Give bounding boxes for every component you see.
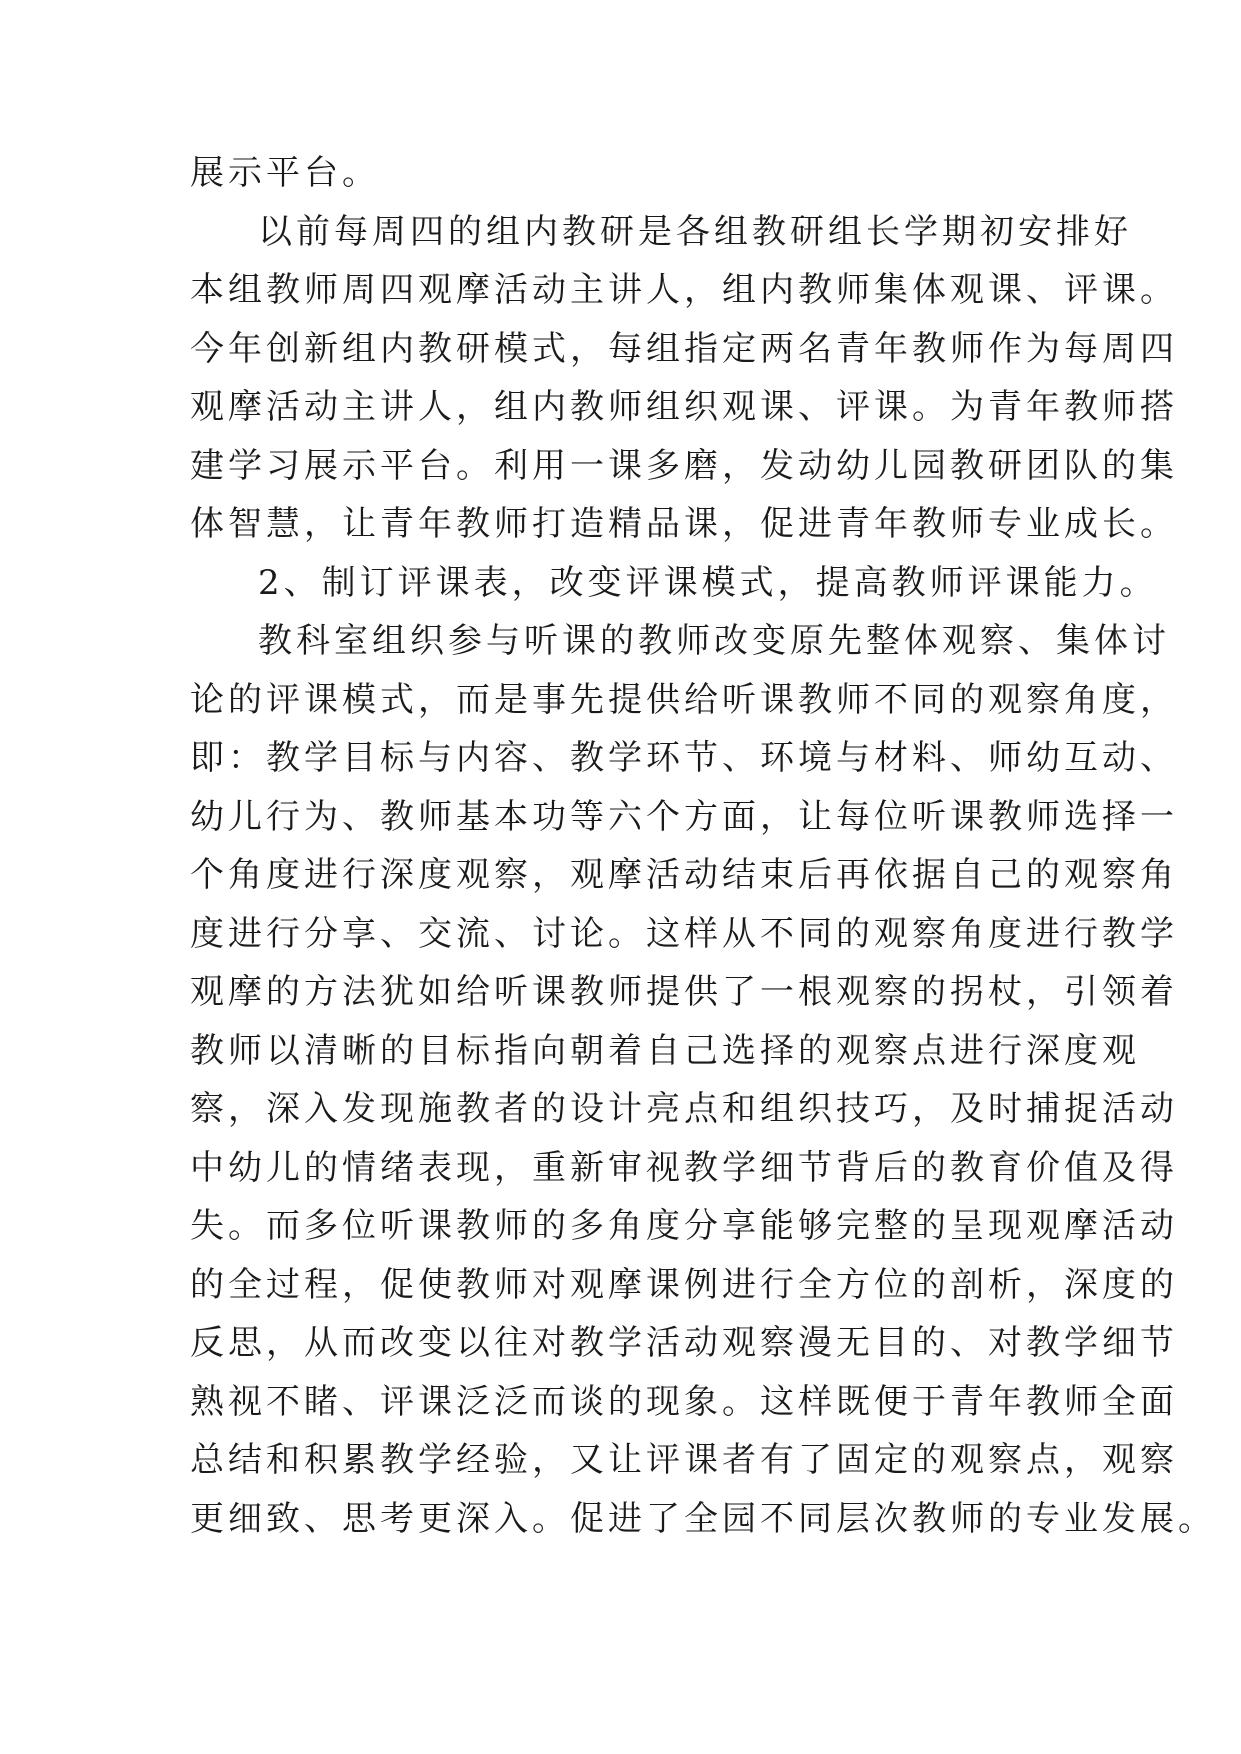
text-line: 即：教学目标与内容、教学环节、环境与材料、师幼互动、: [190, 738, 1178, 778]
text-line: 个角度进行深度观察，观摩活动结束后再依据自己的观察角: [190, 855, 1178, 895]
text-line: 熟视不睹、评课泛泛而谈的现象。这样既便于青年教师全面: [190, 1381, 1178, 1422]
text-line: 教师以清晰的目标指向朝着自己选择的观察点进行深度观: [190, 1030, 1140, 1071]
section-heading: 2、制订评课表，改变评课模式，提高教师评课能力。: [258, 562, 1158, 603]
text-line: 的全过程，促使教师对观摩课例进行全方位的剖析，深度的: [190, 1264, 1178, 1305]
text-line: 论的评课模式，而是事先提供给听课教师不同的观察角度，: [190, 679, 1178, 720]
text-line: 度进行分享、交流、讨论。这样从不同的观察角度进行教学: [190, 913, 1178, 954]
text-line: 本组教师周四观摩活动主讲人，组内教师集体观课、评课。: [190, 270, 1178, 310]
text-line: 建学习展示平台。利用一课多磨，发动幼儿园教研团队的集: [190, 445, 1178, 486]
text-line: 观摩活动主讲人，组内教师组织观课、评课。为青年教师搭: [190, 387, 1178, 427]
text-line: 体智慧，让青年教师打造精品课，促进青年教师专业成长。: [190, 504, 1178, 544]
text-line: 中幼儿的情绪表现，重新审视教学细节背后的教育价值及得: [190, 1147, 1178, 1188]
text-line: 反思，从而改变以往对教学活动观察漫无目的、对教学细节: [190, 1323, 1178, 1363]
text-line: 幼儿行为、教师基本功等六个方面，让每位听课教师选择一: [190, 796, 1178, 837]
text-line: 展示平台。: [190, 153, 380, 193]
text-line: 总结和积累教学经验，又让评课者有了固定的观察点，观察: [190, 1440, 1178, 1480]
text-line: 以前每周四的组内教研是各组教研组长学期初安排好: [258, 211, 1132, 252]
text-line: 教科室组织参与听课的教师改变原先整体观察、集体讨: [258, 621, 1170, 661]
text-line: 察，深入发现施教者的设计亮点和组织技巧，及时捕捉活动: [190, 1089, 1178, 1129]
text-line: 失。而多位听课教师的多角度分享能够完整的呈现观摩活动: [190, 1206, 1178, 1246]
text-line: 更细致、思考更深入。促进了全园不同层次教师的专业发展。: [190, 1498, 1216, 1539]
document-body: [190, 144, 1216, 1548]
text-line: 观摩的方法犹如给听课教师提供了一根观察的拐杖，引领着: [190, 972, 1178, 1012]
text-line: 今年创新组内教研模式，每组指定两名青年教师作为每周四: [190, 328, 1178, 369]
